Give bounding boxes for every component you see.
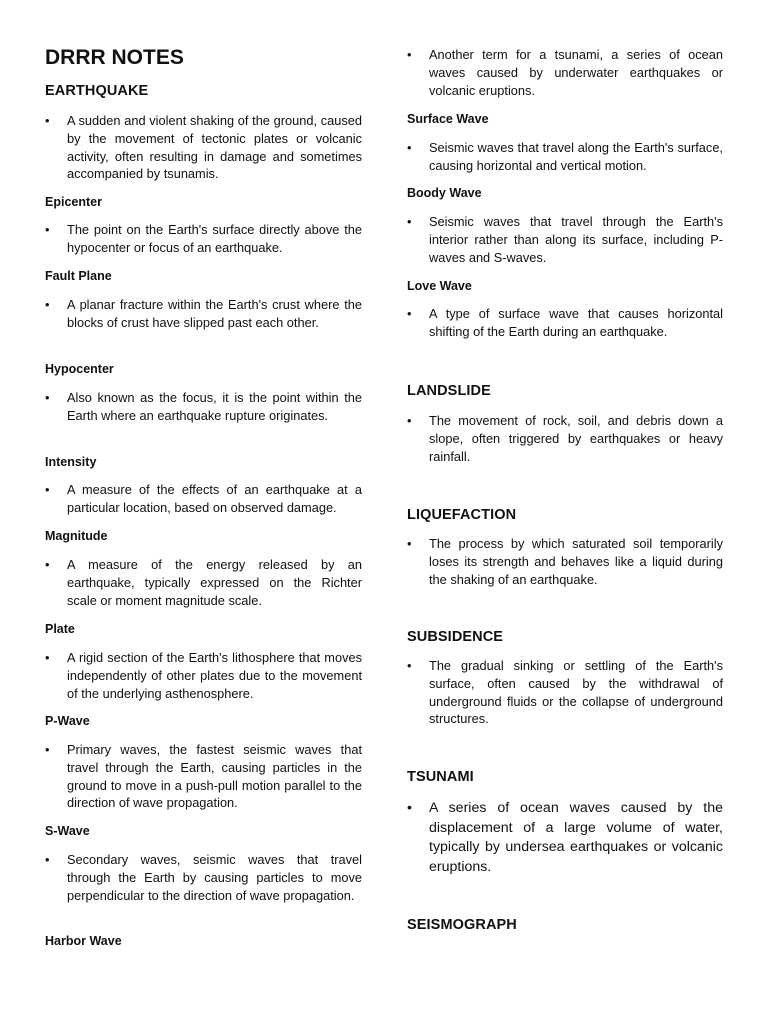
term-p-wave: P-Wave: [45, 714, 90, 728]
list-item-tsunami: [407, 799, 723, 877]
definition-harbor-wave: Another term for a tsunami, a series of ocean waves caused by underwater earthquakes or volcanic eruptions.: [429, 47, 723, 98]
heading-subsidence: SUBSIDENCE: [407, 629, 504, 645]
definition-earthquake: A sudden and violent shaking of the ground, caused by the movement of tectonic plates or volcanic activity, often resulting in damage and sometimes accompanied by tsunamis.: [67, 113, 362, 182]
term-harbor-wave: Harbor Wave: [45, 934, 122, 948]
list-item-love-wave: [407, 305, 723, 341]
list-item-intensity: [45, 481, 362, 517]
definition-surface-wave: Seismic waves that travel along the Earth's surface, causing horizontal and vertical motion.: [429, 140, 723, 173]
term-s-wave: S-Wave: [45, 824, 90, 838]
definition-s-wave: Secondary waves, seismic waves that travel through the Earth by causing particles to move perpendicular to the direction of wave propagation.: [67, 852, 362, 903]
bullet-glyph: •: [407, 658, 412, 673]
bullet-glyph: •: [407, 47, 412, 62]
list-item-liquefaction: [407, 535, 723, 588]
bullet-glyph: •: [45, 852, 50, 867]
bullet-glyph: •: [407, 413, 412, 428]
bullet-glyph: •: [45, 390, 50, 405]
list-item-s-wave: [45, 851, 362, 904]
term-intensity: Intensity: [45, 455, 97, 469]
bullet-glyph: •: [45, 222, 50, 237]
term-magnitude: Magnitude: [45, 529, 108, 543]
definition-fault-plane: A planar fracture within the Earth's crust where the blocks of crust have slipped past each other.: [67, 297, 362, 330]
definition-landslide: The movement of rock, soil, and debris down a slope, often triggered by earthquakes or heavy rainfall.: [429, 413, 723, 464]
list-item-body-wave: [407, 213, 723, 266]
heading-landslide: LANDSLIDE: [407, 383, 491, 399]
bullet-glyph: •: [45, 650, 50, 665]
bullet-glyph: •: [407, 536, 412, 551]
page-title: DRRR NOTES: [45, 46, 184, 69]
list-item-landslide: [407, 412, 723, 465]
definition-epicenter: The point on the Earth's surface directly above the hypocenter or focus of an earthquake.: [67, 222, 362, 255]
list-item-subsidence: [407, 657, 723, 728]
list-item-harbor-wave: [407, 46, 723, 99]
definition-p-wave: Primary waves, the fastest seismic waves that travel through the Earth, causing particles in the ground to move in a push-pull motion parallel to the direction of wave propagation.: [67, 742, 362, 811]
definition-love-wave: A type of surface wave that causes horizontal shifting of the Earth during an earthquake.: [429, 306, 723, 339]
bullet-glyph: •: [407, 140, 412, 155]
definition-magnitude: A measure of the energy released by an earthquake, typically expressed on the Richter scale or moment magnitude scale.: [67, 557, 362, 608]
list-item-hypocenter: [45, 389, 362, 425]
definition-tsunami: A series of ocean waves caused by the displacement of a large volume of water, typically by undersea earthquakes or volcanic eruptions.: [429, 800, 723, 875]
definition-plate: A rigid section of the Earth's lithosphere that moves independently of other plates due to the movement of the underlying asthenosphere.: [67, 650, 362, 701]
list-item-magnitude: [45, 556, 362, 609]
bullet-glyph: •: [407, 800, 412, 816]
definition-body-wave: Seismic waves that travel through the Earth's interior rather than along its surface, including P-waves and S-waves.: [429, 214, 723, 265]
heading-earthquake: EARTHQUAKE: [45, 83, 149, 99]
bullet-glyph: •: [45, 557, 50, 572]
term-surface-wave: Surface Wave: [407, 112, 489, 126]
heading-tsunami: TSUNAMI: [407, 769, 474, 785]
definition-intensity: A measure of the effects of an earthquake at a particular location, based on observed damage.: [67, 482, 362, 515]
bullet-glyph: •: [45, 113, 50, 128]
list-item-earthquake: [45, 112, 362, 183]
bullet-glyph: •: [407, 214, 412, 229]
list-item-p-wave: [45, 741, 362, 812]
list-item-epicenter: [45, 221, 362, 257]
definition-liquefaction: The process by which saturated soil temporarily loses its strength and behaves like a liquid during the shaking of an earthquake.: [429, 536, 723, 587]
definition-subsidence: The gradual sinking or settling of the Earth's surface, often caused by the withdrawal of underground fluids or the collapse of underground structures.: [429, 658, 723, 727]
bullet-glyph: •: [45, 482, 50, 497]
bullet-glyph: •: [45, 742, 50, 757]
list-item-fault-plane: [45, 296, 362, 332]
list-item-surface-wave: [407, 139, 723, 175]
term-epicenter: Epicenter: [45, 195, 102, 209]
list-item-plate: [45, 649, 362, 702]
term-body-wave: Boody Wave: [407, 186, 482, 200]
bullet-glyph: •: [45, 297, 50, 312]
bullet-glyph: •: [407, 306, 412, 321]
definition-hypocenter: Also known as the focus, it is the point within the Earth where an earthquake rupture originates.: [67, 390, 362, 423]
term-hypocenter: Hypocenter: [45, 362, 114, 376]
term-plate: Plate: [45, 622, 75, 636]
term-love-wave: Love Wave: [407, 279, 472, 293]
heading-liquefaction: LIQUEFACTION: [407, 507, 517, 523]
term-fault-plane: Fault Plane: [45, 269, 112, 283]
heading-seismograph: SEISMOGRAPH: [407, 917, 517, 933]
